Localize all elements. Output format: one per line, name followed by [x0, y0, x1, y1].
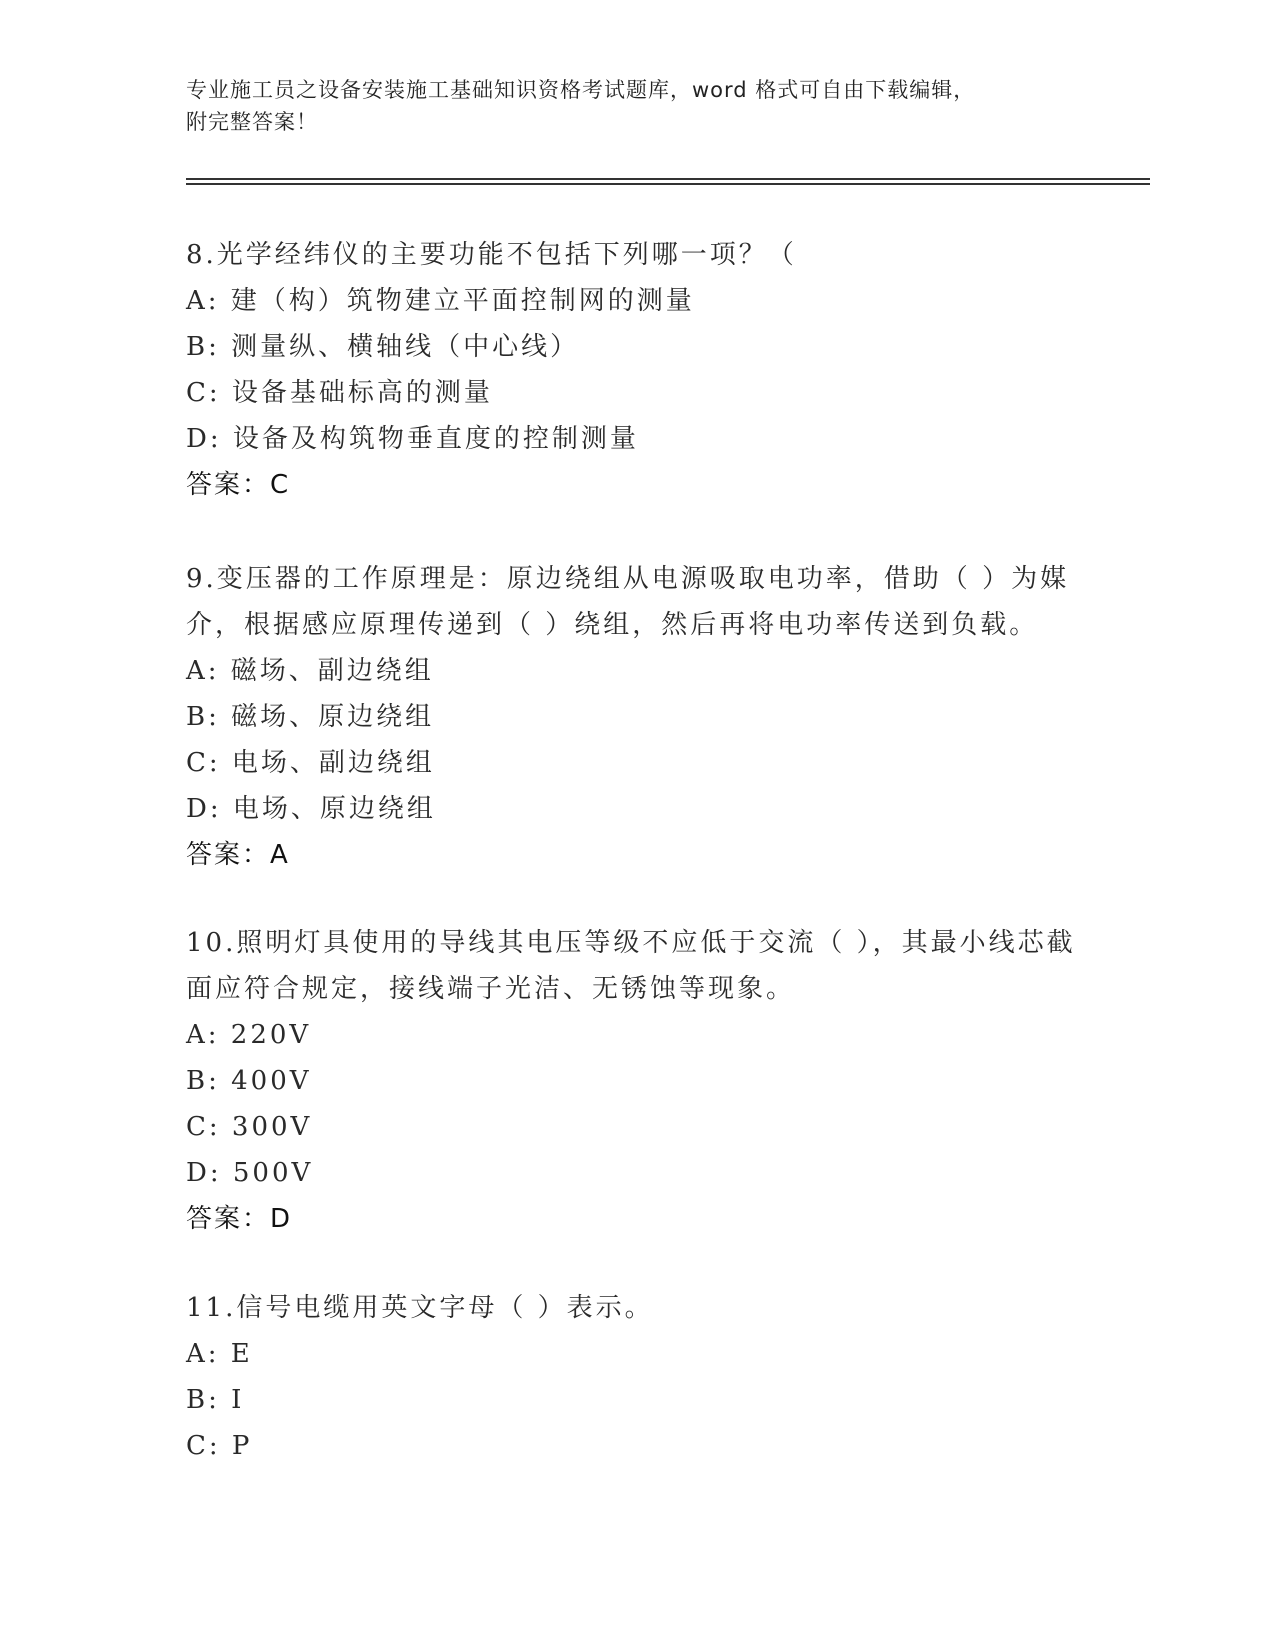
question-stem: 10.照明灯具使用的导线其电压等级不应低于交流（ ），其最小线芯截面应符合规定，接线端子光洁、无锈蚀等现象。	[186, 928, 1076, 1004]
question-9	[186, 556, 1086, 878]
answer-line: 答案：D	[186, 1204, 293, 1234]
option-a: A: 建（构）筑物建立平面控制网的测量	[186, 286, 695, 316]
option-c: C: P	[186, 1431, 253, 1461]
option-d: D: 500V	[186, 1158, 314, 1188]
answer-line: 答案：A	[186, 840, 290, 870]
answer-line: 答案：C	[186, 470, 291, 500]
option-b: B: I	[186, 1385, 245, 1415]
option-a: A: 磁场、副边绕组	[186, 656, 434, 686]
option-d: D: 电场、原边绕组	[186, 794, 436, 824]
option-b: B: 磁场、原边绕组	[186, 702, 435, 732]
option-c: C: 300V	[186, 1112, 313, 1142]
question-stem: 9.变压器的工作原理是：原边绕组从电源吸取电功率，借助（ ）为媒介，根据感应原理传递到（ ）绕组，然后再将电功率传送到负载。	[186, 564, 1070, 640]
header-line-1: 专业施工员之设备安装施工基础知识资格考试题库，word 格式可自由下载编辑，	[186, 78, 976, 102]
question-10	[186, 920, 1086, 1242]
question-8	[186, 232, 1086, 508]
question-stem: 11.信号电缆用英文字母（ ）表示。	[186, 1293, 654, 1323]
option-b: B: 400V	[186, 1066, 312, 1096]
option-b: B: 测量纵、横轴线（中心线）	[186, 332, 580, 362]
option-c: C: 电场、副边绕组	[186, 748, 435, 778]
option-c: C: 设备基础标高的测量	[186, 378, 493, 408]
option-d: D: 设备及构筑物垂直度的控制测量	[186, 424, 639, 454]
option-a: A: 220V	[186, 1020, 312, 1050]
header-divider-top	[186, 178, 1150, 180]
document-header	[186, 74, 1086, 138]
header-line-2: 附完整答案！	[186, 110, 318, 134]
header-divider-bottom	[186, 183, 1150, 185]
option-a: A: E	[186, 1339, 253, 1369]
question-11	[186, 1285, 1086, 1469]
question-stem: 8.光学经纬仪的主要功能不包括下列哪一项？（	[186, 240, 797, 270]
